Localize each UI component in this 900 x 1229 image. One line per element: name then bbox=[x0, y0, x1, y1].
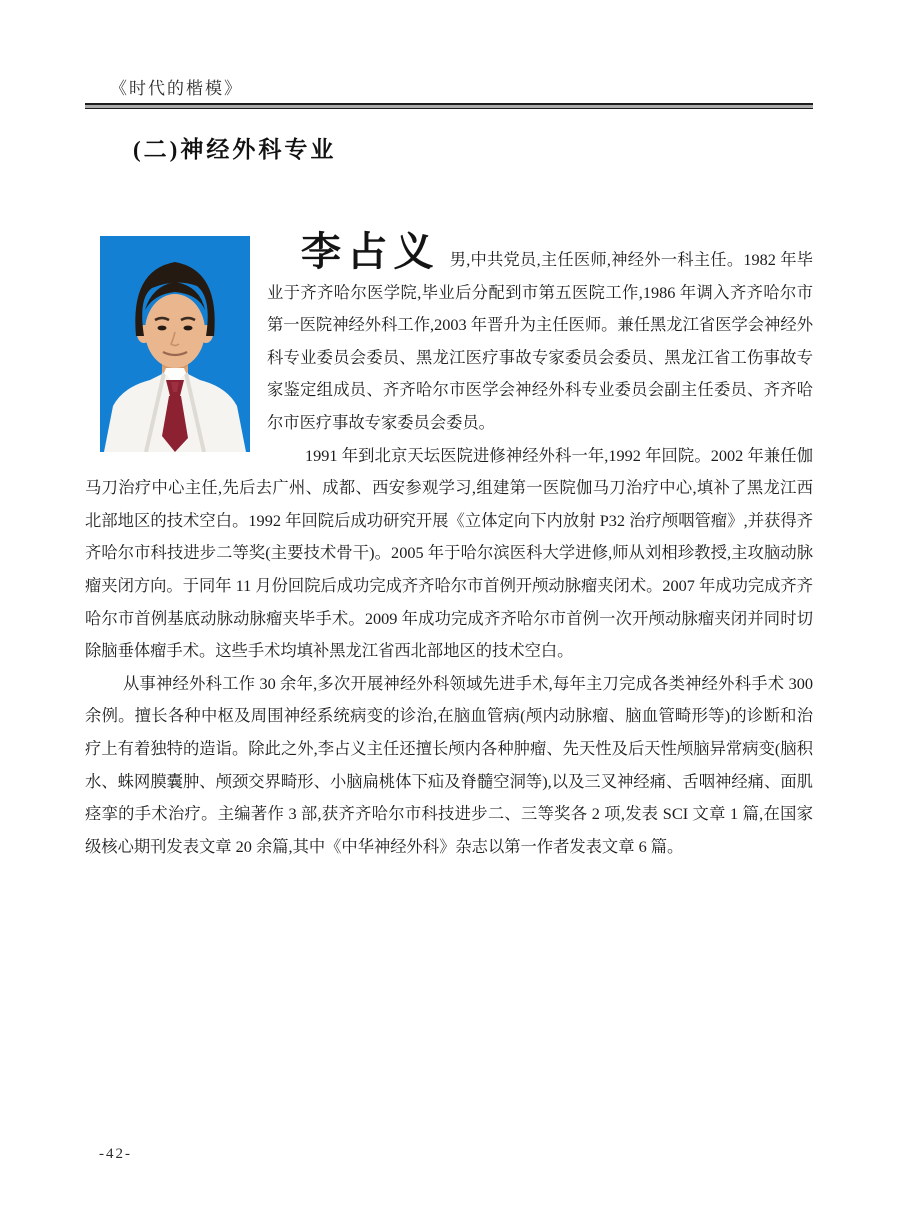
photo-face bbox=[145, 294, 205, 368]
biography-content bbox=[85, 229, 813, 863]
photo-eye-right bbox=[184, 326, 193, 331]
header-rule bbox=[85, 103, 813, 109]
doctor-name: 李占义 bbox=[301, 229, 440, 274]
portrait-photo bbox=[100, 236, 250, 452]
running-header-title: 《时代的楷模》 bbox=[110, 79, 243, 98]
portrait-photo-drawing bbox=[100, 236, 250, 452]
section-heading: (二)神经外科专业 bbox=[133, 137, 337, 162]
page-number: -42- bbox=[99, 1146, 132, 1162]
bio-paragraph-achievements: 从事神经外科工作 30 余年,多次开展神经外科领域先进手术,每年主刀完成各类神经外科手术 300 余例。擅长各种中枢及周围神经系统病变的诊治,在脑血管病(颅内动脉瘤、脑血管畸形等)的诊断和治疗上有着独特的造诣。除此之外,李占义主任还擅长颅内各种肿瘤、先天性及后天性颅脑异常病变(脑积水、蛛网膜囊肿、颅颈交界畸形、小脑扁桃体下疝及脊髓空洞等),以及三叉神经痛、舌咽神经痛、面肌痉挛的手术治疗。主编著作 3 部,获齐齐哈尔市科技进步二、三等奖各 2 项,发表 SCI 文章 1 篇,在国家级核心期刊发表文章 20 余篇,其中《中华神经外科》杂志以第一作者发表文章 6 篇。 bbox=[85, 673, 813, 856]
bio-paragraph-career: 1991 年到北京天坛医院进修神经外科一年,1992 年回院。2002 年兼任伽马刀治疗中心主任,先后去广州、成都、西安参观学习,组建第一医院伽马刀治疗中心,填补了黑龙江西北部地区的技术空白。1992 年回院后成功研究开展《立体定向下内放射 P32 治疗颅咽管瘤》,并获得齐齐哈尔市科技进步二等奖(主要技术骨干)。2005 年于哈尔滨医科大学进修,师从刘相珍教授,主攻脑动脉瘤夹闭方向。于同年 11 月份回院后成功完成齐齐哈尔市首例开颅动脉瘤夹闭术。2007 年成功完成齐齐哈尔市首例基底动脉动脉瘤夹毕手术。2009 年成功完成齐齐哈尔市首例一次开颅动脉瘤夹闭并同时切除脑垂体瘤手术。这些手术均填补黑龙江省西北部地区的技术空白。 bbox=[85, 445, 813, 661]
photo-eye-left bbox=[158, 326, 167, 331]
bio-intro-text: 男,中共党员,主任医师,神经外一科主任。1982 年毕业于齐齐哈尔医学院,毕业后分配到市第五医院工作,1986 年调入齐齐哈尔市第一医院神经外科工作,2003 年晋升为主任医师。兼任黑龙江省医学会神经外科专业委员会委员、黑龙江医疗事故专家委员会委员、黑龙江省工伤事故专家鉴定组成员、齐齐哈尔市医学会神经外科专业委员会副主任委员、齐齐哈尔市医疗事故专家委员会委员。 bbox=[267, 250, 813, 432]
